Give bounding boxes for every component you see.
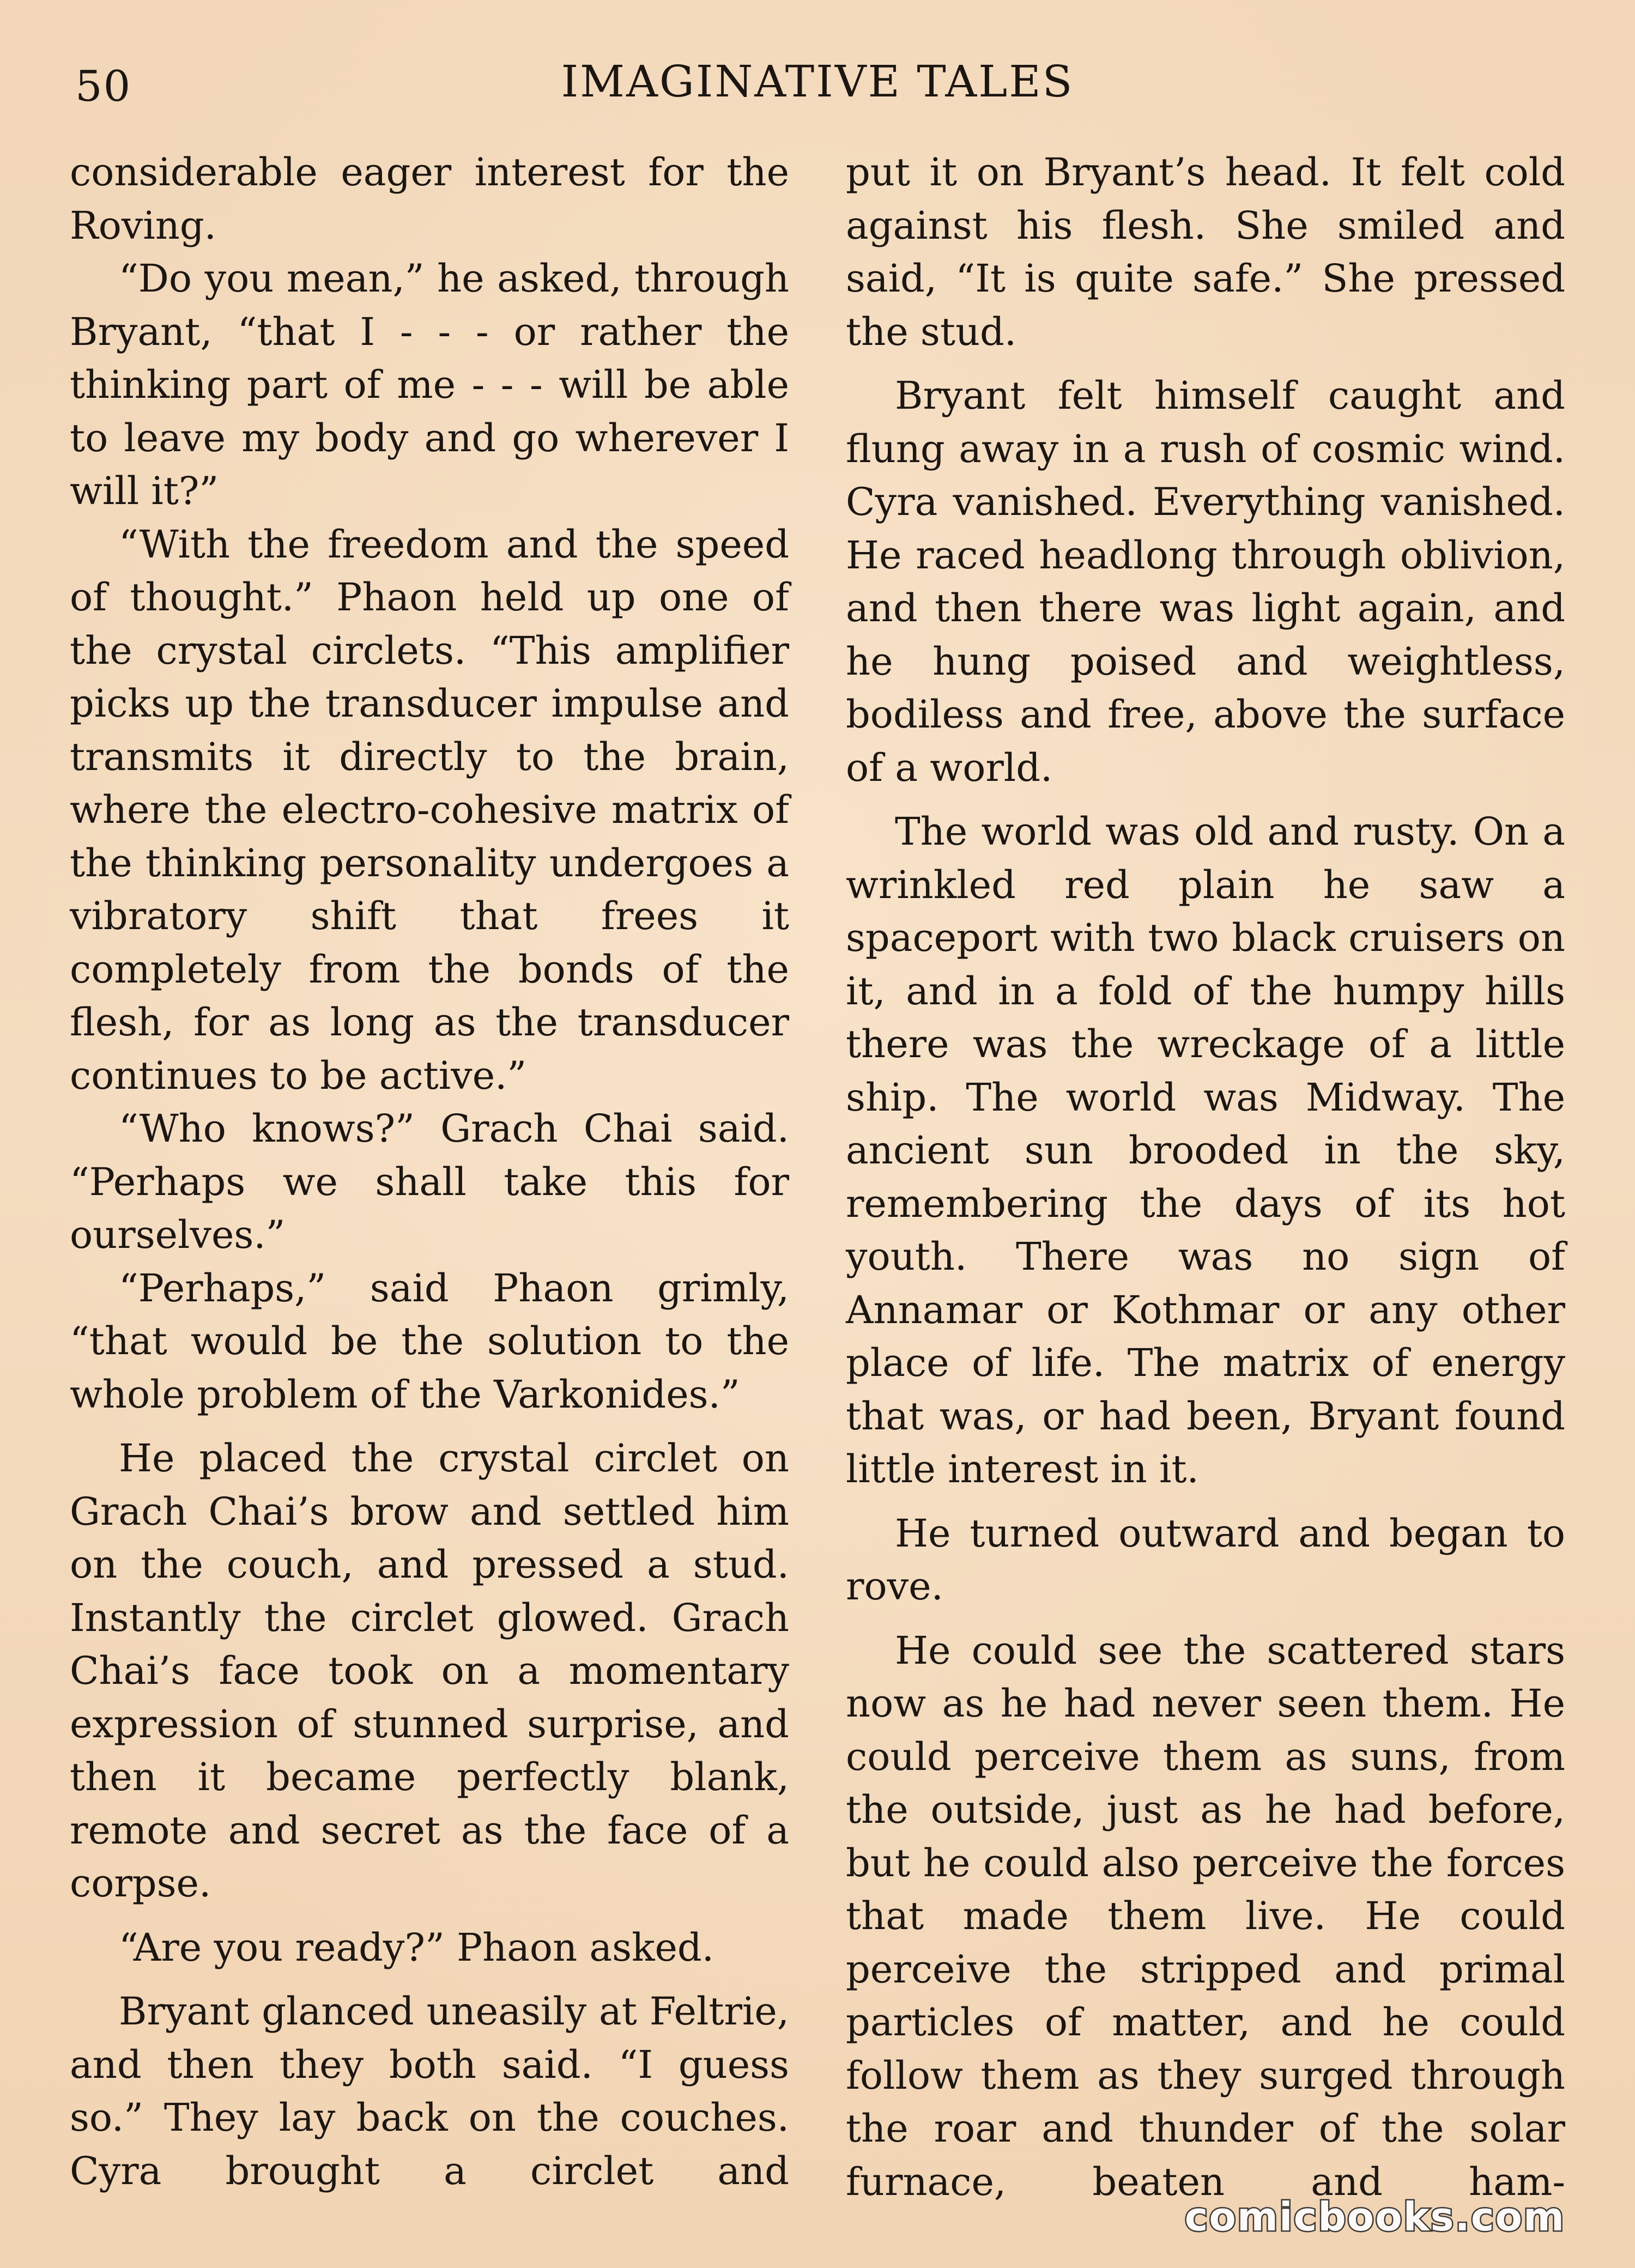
paragraph: He placed the crystal circlet on Grach Chai’s brow and settled him on the couch, and pressed a stud. Instantly the circlet glowed. Grach Chai’s face took on a momentary expression of stunned surprise, and then it became perfectly blank, remote and secret as the face of a corpse.: [70, 1436, 789, 1906]
paragraph: “Are you ready?” Phaon asked.: [119, 1925, 714, 1970]
running-head: IMAGINATIVE TALES: [561, 56, 1074, 107]
left-column: [70, 146, 789, 2198]
paragraph: considerable eager interest for the Roving.: [70, 150, 789, 248]
page-number: 50: [75, 62, 132, 111]
paragraph: The world was old and rusty. On a wrinkled red plain he saw a spaceport with two black cruisers on it, and in a fold of the humpy hills there was the wreckage of a little ship. The world was Midway. The ancient sun brooded in the sky, remembering the days of its hot youth. There was no sign of Annamar or Kothmar or any other place of life. The matrix of energy that was, or had been, Bryant found little interest in it.: [846, 809, 1565, 1491]
paragraph: “Do you mean,” he asked, through Bryant, “that I - - - or rather the thinking part of me - - - will be able to leave my body and go wherever I will it?”: [70, 256, 789, 513]
paragraph: “Perhaps,” said Phaon grimly, “that would be the solution to the whole problem of the Varkonides.”: [70, 1265, 789, 1417]
paragraph: put it on Bryant’s head. It felt cold against his flesh. She smiled and said, “It is quite safe.” She pressed the stud.: [846, 150, 1565, 354]
paragraph: He could see the scattered stars now as he had never seen them. He could perceive them as suns, from the outside, just as he had before, but he could also perceive the forces that made them live. He could perceive the stripped and primal particles of matter, and he could follow them as they surged through the roar and thunder of the solar furnace, beaten and ham-: [846, 1628, 1565, 2204]
watermark: comicbooks.com: [1184, 2194, 1565, 2240]
paragraph: “Who knows?” Grach Chai said. “Perhaps we shall take this for ourselves.”: [70, 1106, 789, 1257]
paragraph: Bryant glanced uneasily at Feltrie, and then they both said. “I guess so.” They lay back on the couches. Cyra brought a circlet and: [70, 1989, 789, 2193]
paragraph: He turned outward and began to rove.: [846, 1511, 1565, 1609]
paragraph: Bryant felt himself caught and flung away in a rush of cosmic wind. Cyra vanished. Everything vanished. He raced headlong through oblivion, and then there was light again, and he hung poised and weightless, bodiless and free, above the surface of a world.: [846, 373, 1565, 790]
right-column: [846, 146, 1565, 2209]
paragraph: “With the freedom and the speed of thought.” Phaon held up one of the crystal circlets. “This amplifier picks up the transducer impulse and transmits it directly to the brain, where the electro-cohesive matrix of the thinking personality undergoes a vibratory shift that frees it completely from the bonds of the flesh, for as long as the transducer continues to be active.”: [70, 521, 789, 1098]
